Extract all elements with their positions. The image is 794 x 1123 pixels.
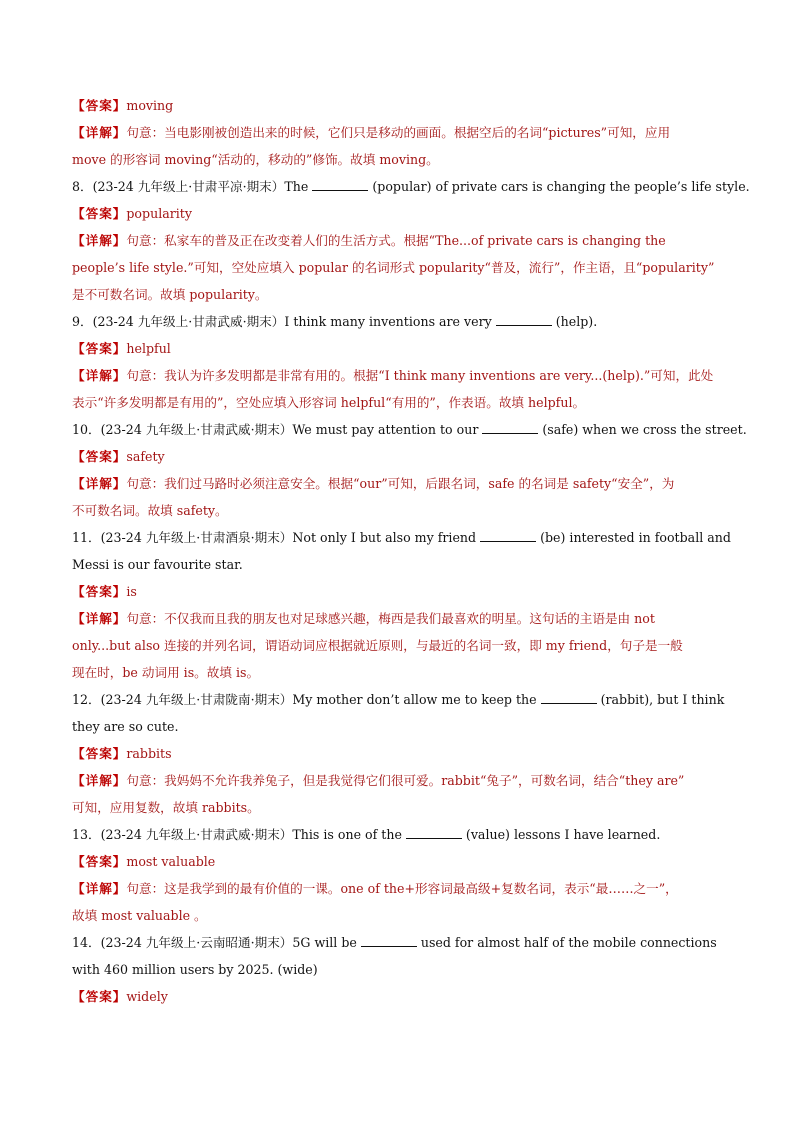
detail-text: 句意：当电影刚被创造出来的时候，它们只是移动的画面。根据空后的名词“pictures”可知，应用: [126, 125, 671, 140]
detail-text: move 的形容词 moving“活动的，移动的”修饰。故填 moving。: [72, 152, 439, 167]
question-text: 10．(23-24 九年级上·甘肃武威·期末）We must pay attention to our: [72, 422, 479, 437]
detail-label: 【详解】: [72, 233, 127, 248]
detail-text: 句意：我们过马路时必须注意安全。根据“our”可知，后跟名词，safe 的名词是 safety“安全”，为: [126, 476, 675, 491]
answer-label: 【答案】: [72, 989, 127, 1004]
answer-line: [72, 200, 722, 227]
answer-text: rabbits: [126, 746, 172, 761]
question-text-after-blank: (value) lessons I have learned.: [465, 827, 661, 842]
detail-line: [72, 119, 722, 146]
answer-label: 【答案】: [72, 584, 127, 599]
question-text: 11．(23-24 九年级上·甘肃酒泉·期末）Not only I but also my friend: [72, 530, 477, 545]
answer-blank: [482, 422, 538, 434]
answer-text: widely: [126, 989, 168, 1004]
detail-line: [72, 146, 722, 173]
answer-blank: [406, 827, 462, 839]
detail-line: [72, 767, 722, 794]
document-content: [72, 92, 750, 1010]
question-line: [72, 173, 750, 200]
answer-text: safety: [126, 449, 165, 464]
answer-line: [72, 983, 722, 1010]
detail-label: 【详解】: [72, 773, 127, 788]
answer-text: helpful: [126, 341, 171, 356]
question-text-after-blank: used for almost half of the mobile connections: [420, 935, 717, 950]
answer-line: [72, 740, 722, 767]
answer-line: [72, 848, 722, 875]
detail-text: 可知，应用复数，故填 rabbits。: [72, 800, 260, 815]
answer-label: 【答案】: [72, 746, 127, 761]
detail-text: 句意：私家车的普及正在改变着人们的生活方式。根据“The...of private cars is changing the: [126, 233, 666, 248]
question-text-after-blank: (rabbit), but I think: [600, 692, 725, 707]
question-line: [72, 416, 747, 443]
question-text: 12．(23-24 九年级上·甘肃陇南·期末）My mother don’t allow me to keep the: [72, 692, 537, 707]
detail-text: 不可数名词。故填 safety。: [72, 503, 228, 518]
detail-text: only...but also 连接的并列名词，谓语动词应根据就近原则，与最近的名词一致，即 my friend，句子是一般: [72, 638, 683, 653]
detail-line: [72, 389, 722, 416]
detail-line: [72, 254, 722, 281]
detail-line: [72, 794, 722, 821]
answer-blank: [361, 935, 417, 947]
detail-line: [72, 875, 722, 902]
detail-text: 故填 most valuable 。: [72, 908, 207, 923]
question-line: [72, 524, 731, 551]
question-line: [72, 551, 722, 578]
detail-line: [72, 632, 722, 659]
detail-line: [72, 659, 722, 686]
detail-line: [72, 281, 722, 308]
detail-label: 【详解】: [72, 611, 127, 626]
answer-label: 【答案】: [72, 854, 127, 869]
question-text: with 460 million users by 2025. (wide): [72, 962, 318, 977]
answer-label: 【答案】: [72, 449, 127, 464]
answer-text: most valuable: [126, 854, 216, 869]
question-text: 14．(23-24 九年级上·云南昭通·期末）5G will be: [72, 935, 357, 950]
answer-text: popularity: [126, 206, 192, 221]
detail-label: 【详解】: [72, 368, 127, 383]
detail-line: [72, 470, 722, 497]
question-text-after-blank: (be) interested in football and: [540, 530, 731, 545]
question-text-after-blank: (popular) of private cars is changing the people’s life style.: [372, 179, 750, 194]
detail-text: people’s life style.”可知，空处应填入 popular 的名词形式 popularity“普及，流行”，作主语，且“popularity”: [72, 260, 715, 275]
detail-label: 【详解】: [72, 881, 127, 896]
question-line: [72, 956, 722, 983]
question-text-after-blank: (safe) when we cross the street.: [542, 422, 747, 437]
question-text: 8．(23-24 九年级上·甘肃平凉·期末）The: [72, 179, 309, 194]
answer-label: 【答案】: [72, 341, 127, 356]
detail-label: 【详解】: [72, 476, 127, 491]
question-text-after-blank: (help).: [555, 314, 598, 329]
detail-text: 现在时，be 动词用 is。故填 is。: [72, 665, 260, 680]
answer-blank: [480, 530, 536, 542]
answer-line: [72, 578, 722, 605]
answer-blank: [312, 179, 368, 191]
question-line: [72, 821, 722, 848]
detail-text: 句意：不仅我而且我的朋友也对足球感兴趣，梅西是我们最喜欢的明星。这句话的主语是由 not: [126, 611, 655, 626]
detail-line: [72, 227, 722, 254]
detail-text: 句意：我妈妈不允许我养兔子，但是我觉得它们很可爱。rabbit“兔子”，可数名词，结合“they are”: [126, 773, 685, 788]
detail-text: 句意：我认为许多发明都是非常有用的。根据“I think many inventions are very...(help).”可知，此处: [126, 368, 714, 383]
detail-text: 表示“许多发明都是有用的”，空处应填入形容词 helpful“有用的”，作表语。故填 helpful。: [72, 395, 586, 410]
question-text: 9．(23-24 九年级上·甘肃武威·期末）I think many inventions are very: [72, 314, 492, 329]
detail-label: 【详解】: [72, 125, 127, 140]
answer-line: [72, 443, 722, 470]
answer-blank: [541, 692, 597, 704]
detail-line: [72, 902, 722, 929]
answer-label: 【答案】: [72, 98, 127, 113]
question-text: they are so cute.: [72, 719, 179, 734]
answer-label: 【答案】: [72, 206, 127, 221]
question-line: [72, 929, 722, 956]
answer-line: [72, 335, 722, 362]
question-line: [72, 713, 722, 740]
answer-blank: [496, 314, 552, 326]
question-line: [72, 308, 722, 335]
question-text: 13．(23-24 九年级上·甘肃武威·期末）This is one of the: [72, 827, 402, 842]
answer-text: moving: [126, 98, 174, 113]
question-text: Messi is our favourite star.: [72, 557, 243, 572]
detail-line: [72, 605, 722, 632]
detail-line: [72, 362, 722, 389]
detail-text: 是不可数名词。故填 popularity。: [72, 287, 268, 302]
answer-text: is: [126, 584, 137, 599]
detail-line: [72, 497, 722, 524]
answer-line: [72, 92, 722, 119]
question-line: [72, 686, 725, 713]
detail-text: 句意：这是我学到的最有价值的一课。one of the+形容词最高级+复数名词，表示“最……之一”，: [126, 881, 678, 896]
